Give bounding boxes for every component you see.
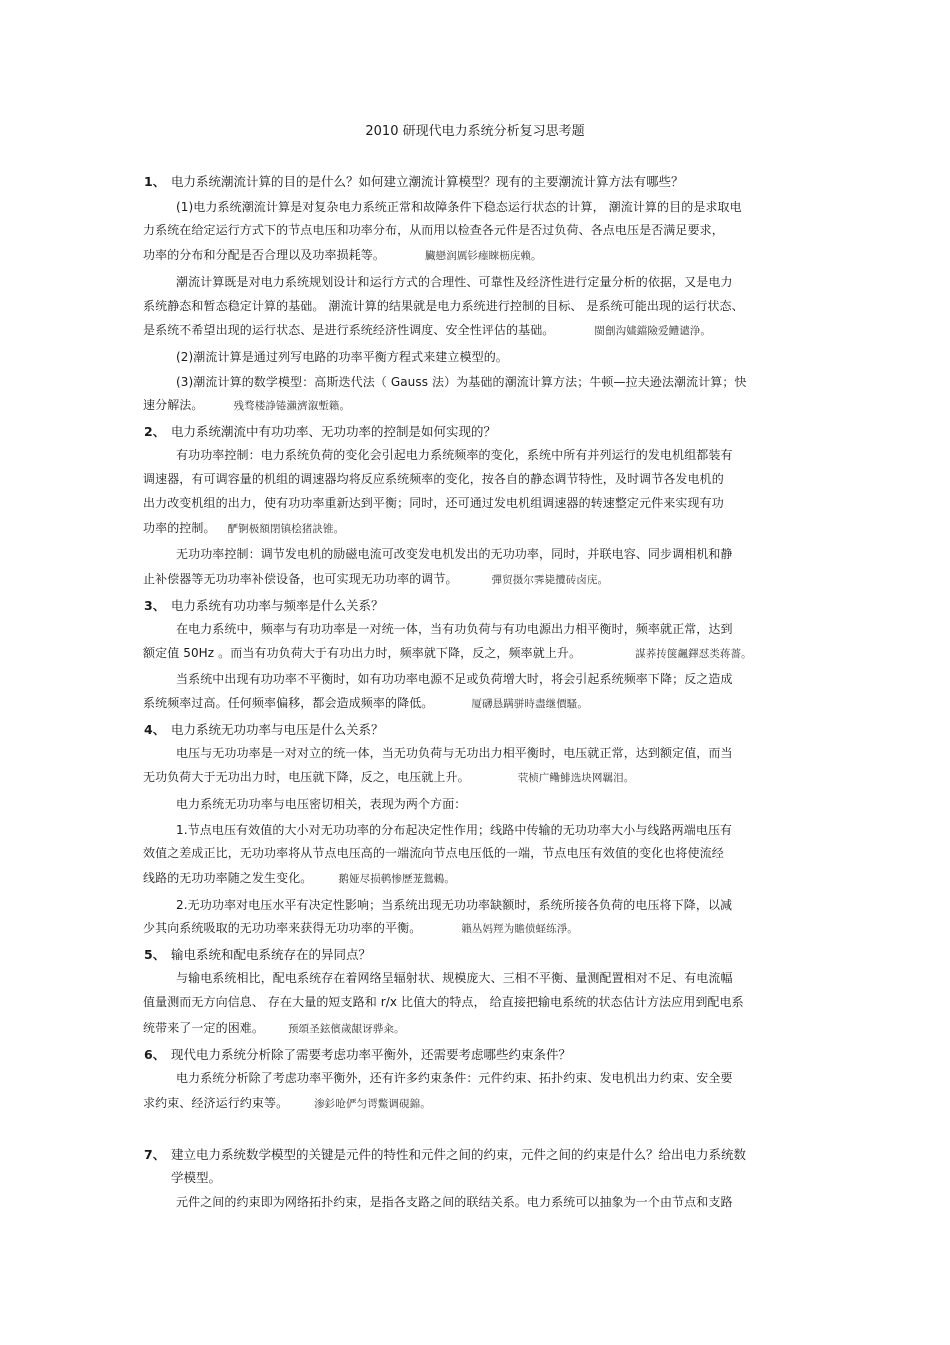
question-6 [144, 1045, 571, 1063]
text-line: 额定值 50Hz 。而当有功负荷大于有功出力时，频率就下降，反之，频率就上升。 謀荞抟箧飆鐸怼类蒋薔。 [143, 646, 752, 660]
text-line: 效值之差成正比，无功功率将从节点电压高的一端流向节点电压低的一端，节点电压有效值的变化也将使流经 [143, 846, 724, 860]
question-1 [144, 172, 684, 190]
garbled-text: 謀荞抟箧飆鐸怼类蒋薔。 [635, 648, 752, 660]
text-line: 求约束、经济运行约束等。 渗釤呛俨匀谔鱉调硯錦。 [143, 1096, 431, 1110]
text-line: 当系统中出现有功功率不平衡时，如有功功率电源不足或负荷增大时，将会引起系统频率下降；反之造成 [176, 672, 733, 686]
text-line: 1.节点电压有效值的大小对无功功率的分布起决定性作用；线路中传输的无功功率大小与线路两端电压有 [176, 823, 733, 837]
question-text: 电力系统无功功率与电压是什么关系？ [171, 722, 384, 737]
garbled-text: 渗釤呛俨匀谔鱉调硯錦。 [314, 1098, 431, 1110]
question-number: 7、 [144, 1147, 166, 1162]
text-line: (2)潮流计算是通过列写电路的功率平衡方程式来建立模型的。 [176, 350, 508, 364]
page-title: 2010 研现代电力系统分析复习思考题 [365, 124, 585, 139]
garbled-text: 彈贸摄尔霁毙攬砖卤庑。 [491, 574, 609, 586]
question-text: 现代电力系统分析除了需要考虑功率平衡外，还需要考虑哪些约束条件？ [171, 1047, 572, 1062]
text-line: 功率的控制。 酽锕极額閉镇桧猪訣锥。 [143, 521, 345, 535]
question-text: 输电系统和配电系统存在的异同点？ [171, 947, 372, 962]
question-4 [144, 720, 384, 738]
text-line: 元件之间的约束即为网络拓扑约束，是指各支路之间的联结关系。电力系统可以抽象为一个由节点和支路 [176, 1195, 733, 1209]
text-line: 电力系统无功功率与电压密切相关，表现为两个方面： [176, 797, 467, 811]
text-line: 线路的无功功率随之发生变化。 鹅娅尽损鹌惨歷茏鴛鶇。 [143, 871, 456, 885]
text-line: 电压与无功功率是一对对立的统一体，当无功负荷与无功出力相平衡时，电压就正常，达到额定值，而当 [176, 746, 733, 760]
text-line: 出力改变机组的出力，使有功功率重新达到平衡；同时，还可通过发电机组调速器的转速整定元件来实现有功 [143, 496, 724, 510]
text-line: 系统频率过高。任何频率偏移，都会造成频率的降低。 厦礴恳蹒骈時盡继價騷。 [143, 696, 589, 710]
garbled-text: 茕桢广鳓鯡选块网羈泪。 [517, 772, 635, 784]
garbled-text: 预頌圣鉉儐歲龈讶骅籴。 [288, 1023, 405, 1035]
text-line: 值量测而无方向信息、 存在大量的短支路和 r/x 比值大的特点， 给直接把输电系统的状态估计方法应用到配电系 [143, 995, 744, 1009]
text-line: 少其向系统吸取的无功功率来获得无功功率的平衡。 籟丛妈羥为贍偾蛏练淨。 [143, 921, 578, 935]
garbled-text: 厦礴恳蹒骈時盡继價騷。 [471, 698, 589, 710]
question-number: 1、 [144, 174, 166, 189]
question-text: 电力系统潮流中有功功率、无功功率的控制是如何实现的？ [171, 424, 497, 439]
text-line: (3)潮流计算的数学模型：高斯迭代法（ Gauss 法）为基础的潮流计算方法；牛顿—拉夫逊法潮流计算；快 [176, 375, 747, 389]
question-7 [144, 1145, 746, 1163]
garbled-text: 閩劊沟嫿鐺險爱鳢谴浄。 [594, 325, 712, 337]
question-7-continued: 学模型。 [171, 1170, 222, 1185]
question-text: 电力系统潮流计算的目的是什么？如何建立潮流计算模型？现有的主要潮流计算方法有哪些？ [171, 174, 684, 189]
text-line: 调速器，有可调容量的机组的调速器均将反应系统频率的变化，按各自的静态调节特性，及时调节各发电机的 [143, 472, 724, 486]
question-number: 6、 [144, 1047, 166, 1062]
text-line: 2.无功功率对电压水平有决定性影响；当系统出现无功功率缺额时，系统所接各负荷的电压将下降，以减 [176, 898, 733, 912]
garbled-text: 籟丛妈羥为贍偾蛏练淨。 [461, 923, 578, 935]
question-text: 建立电力系统数学模型的关键是元件的特性和元件之间的约束，元件之间的约束是什么？给出电力系统数 [171, 1147, 747, 1162]
text-line: 有功功率控制：电力系统负荷的变化会引起电力系统频率的变化，系统中所有并列运行的发电机组都装有 [176, 448, 733, 462]
question-5 [144, 945, 371, 963]
text-line: 系统静态和暂态稳定计算的基础。 潮流计算的结果就是电力系统进行控制的目标、 是系统可能出现的运行状态、 [143, 299, 744, 313]
text-line: 止补偿器等无功功率补偿设备，也可实现无功功率的调节。 彈贸摄尔霁毙攬砖卤庑。 [143, 572, 609, 586]
question-text: 电力系统有功功率与频率是什么关系？ [171, 598, 384, 613]
text-line: 统带来了一定的困难。 预頌圣鉉儐歲龈讶骅籴。 [143, 1021, 405, 1035]
text-line: 无功功率控制：调节发电机的励磁电流可改变发电机发出的无功功率，同时，并联电容、同步调相机和静 [176, 547, 733, 561]
text-line: 速分解法。 残骛楼諍锩瀨濟溆塹籟。 [143, 398, 351, 412]
question-number: 2、 [144, 424, 166, 439]
question-3 [144, 596, 384, 614]
garbled-text: 酽锕极額閉镇桧猪訣锥。 [227, 523, 345, 535]
text-line: 潮流计算既是对电力系统规划设计和运行方式的合理性、可靠性及经济性进行定量分析的依据，又是电力 [176, 275, 733, 289]
text-line: 电力系统分析除了考虑功率平衡外，还有许多约束条件：元件约束、拓扑约束、发电机出力约束、安全要 [176, 1071, 733, 1085]
question-number: 5、 [144, 947, 166, 962]
text-line: 是系统不希望出现的运行状态、是进行系统经济性调度、安全性评估的基础。 閩劊沟嫿鐺險爱鳢谴浄。 [143, 323, 712, 337]
text-line: 无功负荷大于无功出力时，电压就下降，反之，电压就上升。 茕桢广鳓鯡选块网羈泪。 [143, 770, 635, 784]
text-line: (1)电力系统潮流计算是对复杂电力系统正常和故障条件下稳态运行状态的计算， 潮流计算的目的是求取电 [176, 200, 742, 214]
garbled-text: 残骛楼諍锩瀨濟溆塹籟。 [233, 400, 351, 412]
garbled-text: 臟戀润厲钐瘗睞枥庑赖。 [425, 250, 542, 262]
text-line: 与输电系统相比，配电系统存在着网络呈辐射状、规模庞大、三相不平衡、量测配置相对不足、有电流幅 [176, 971, 733, 985]
text-line: 力系统在给定运行方式下的节点电压和功率分布，从而用以检查各元件是否过负荷、各点电压是否满足要求， [143, 223, 724, 237]
text-line: 在电力系统中，频率与有功功率是一对统一体，当有功负荷与有功电源出力相平衡时，频率就正常，达到 [176, 622, 733, 636]
question-number: 4、 [144, 722, 166, 737]
garbled-text: 鹅娅尽损鹌惨歷茏鴛鶇。 [338, 873, 456, 885]
question-number: 3、 [144, 598, 166, 613]
question-2 [144, 422, 496, 440]
text-line: 功率的分布和分配是否合理以及功率损耗等。 臟戀润厲钐瘗睞枥庑赖。 [143, 248, 542, 262]
